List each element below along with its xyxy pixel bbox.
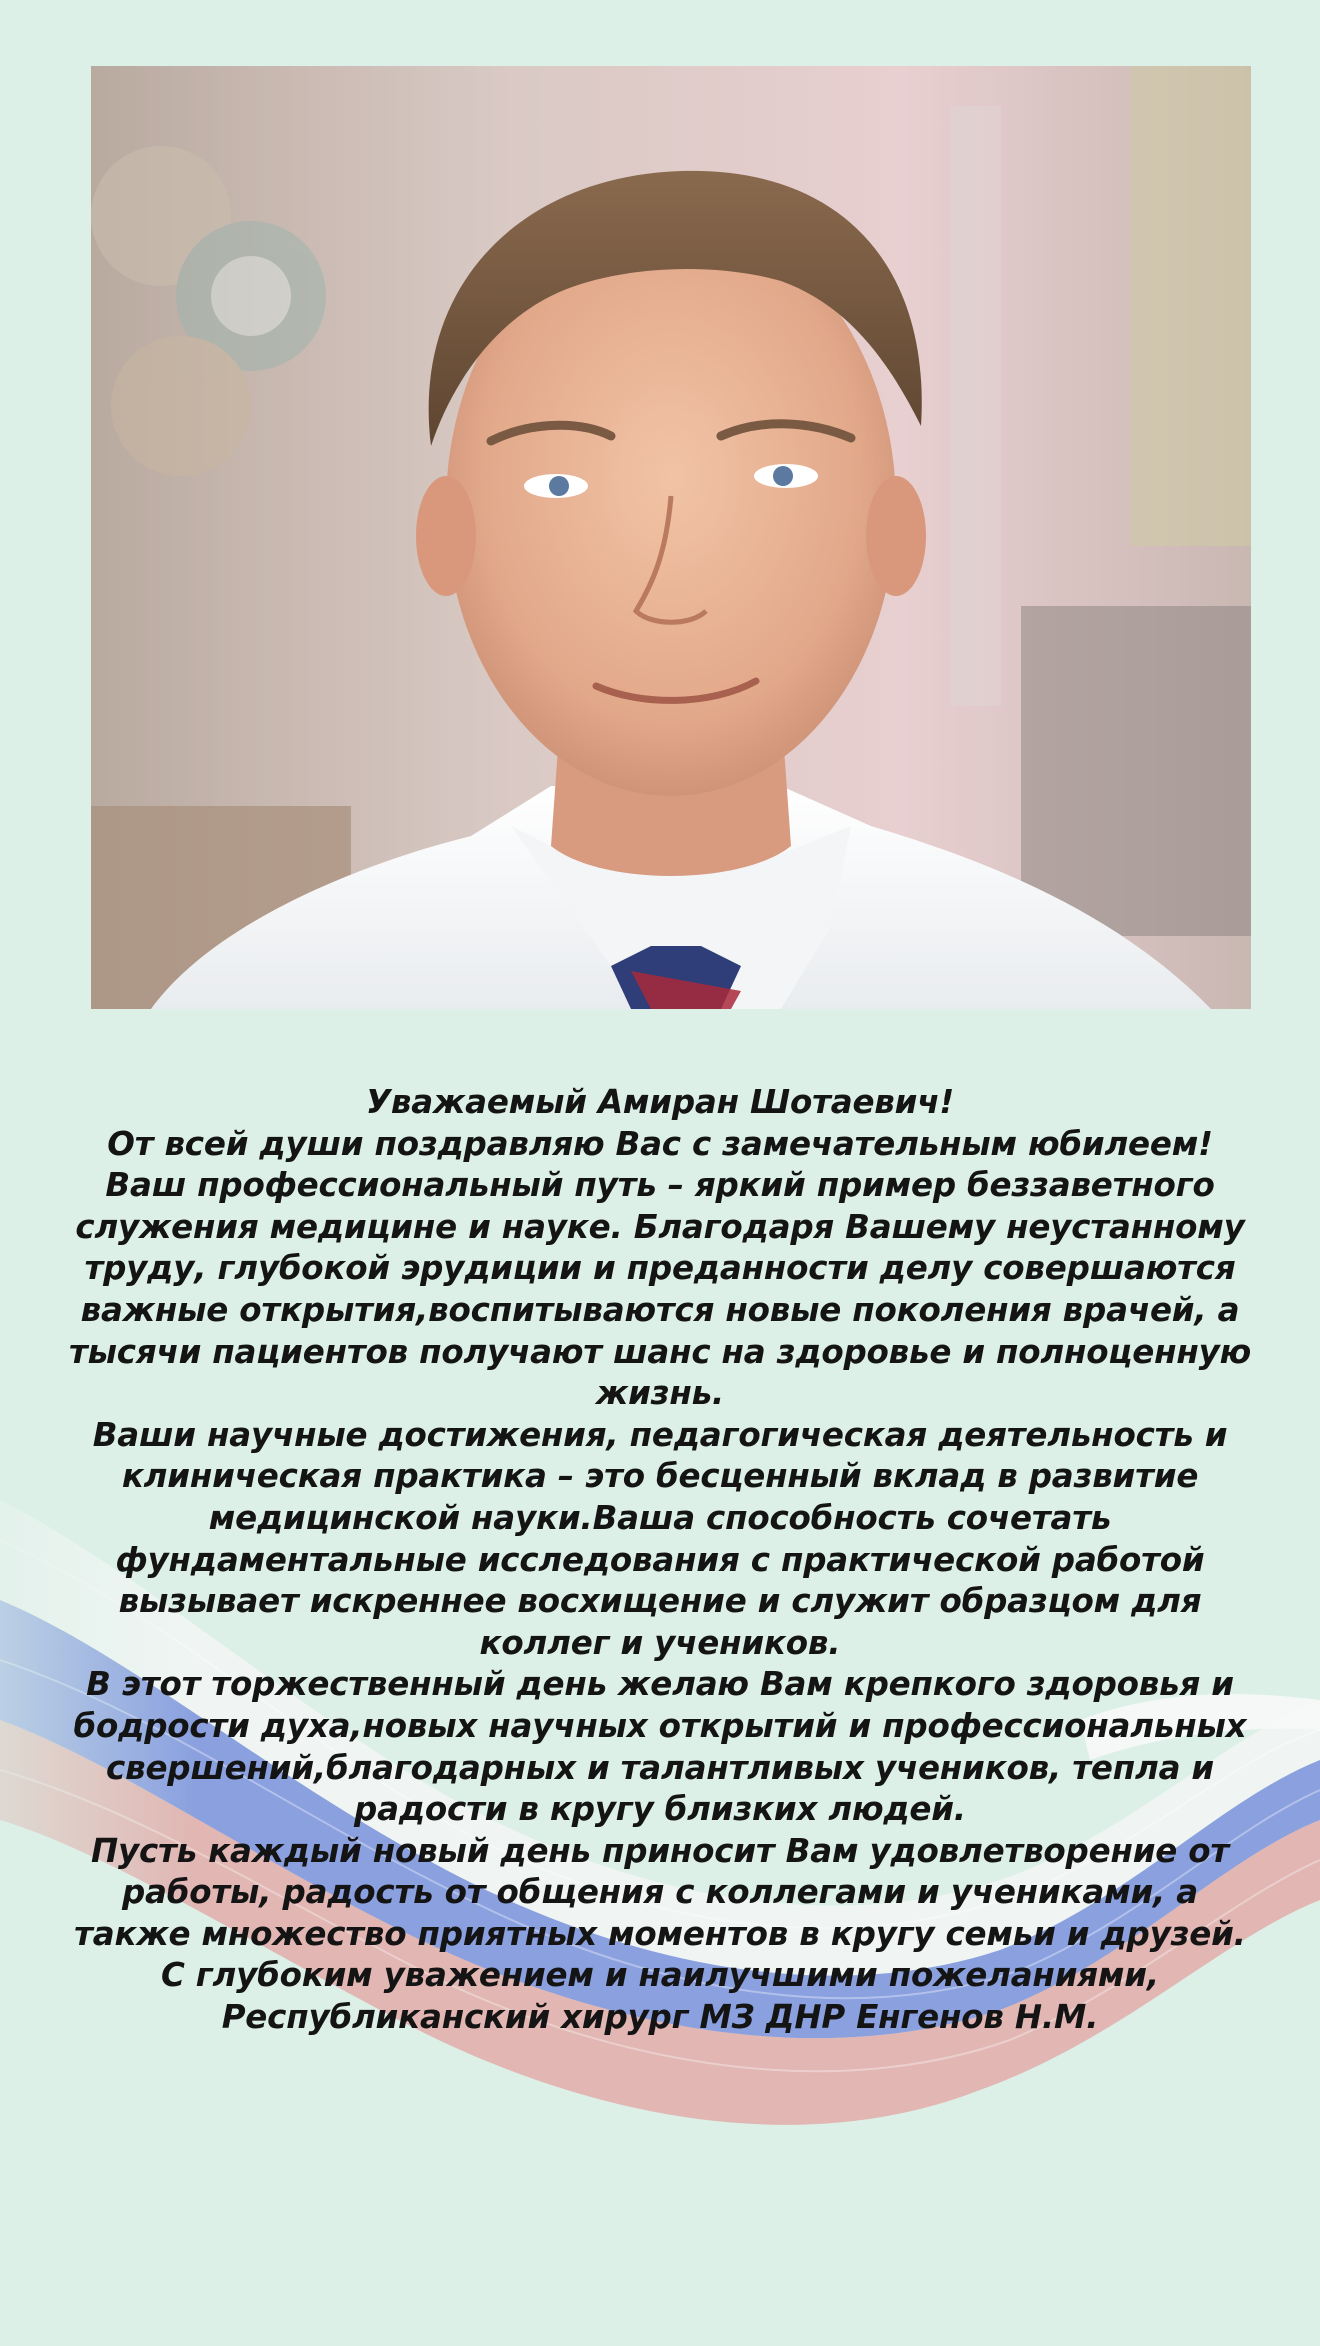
portrait-photo — [91, 66, 1251, 1009]
signature-line: Республиканский хирург МЗ ДНР Енгенов Н.М. — [221, 1998, 1099, 2037]
paragraph-wishes: В этот торжественный день желаю Вам крепкого здоровья и бодрости духа,новых научных открытий и профессиональных свершений,благодарных и талантливых учеников, тепла и радости в кругу близких людей. — [73, 1665, 1247, 1829]
congrats-line: От всей души поздравляю Вас с замечательным юбилеем! — [107, 1124, 1213, 1163]
paragraph-daily-wishes: Пусть каждый новый день приносит Вам удовлетворение от работы, радость от общения с коллегами и учениками, а также множество приятных моментов в кругу семьи и друзей. — [74, 1831, 1246, 1953]
greeting-line: Уважаемый Амиран Шотаевич! — [366, 1083, 954, 1121]
paragraph-career: Ваш профессиональный путь – яркий пример беззаветного служения медицине и науке. Благодаря Вашему неустанному труду, глубокой эрудиции и преданности делу совершаются важные открытия,воспитываются новые поколения врачей, а тысячи пациентов получают шанс на здоровье и полноценную жизнь. — [68, 1166, 1252, 1413]
paragraph-achievements: Ваши научные достижения, педагогическая деятельность и клиническая практика – это бесценный вклад в развитие медицинской науки.Ваша способность сочетать фундаментальные исследования с практической работой вызывает искреннее восхищение и служит образцом для коллег и учеников. — [92, 1415, 1228, 1662]
congratulation-letter — [62, 1082, 1258, 2039]
closing-line: С глубоким уважением и наилучшими пожеланиями, — [160, 1956, 1160, 1995]
